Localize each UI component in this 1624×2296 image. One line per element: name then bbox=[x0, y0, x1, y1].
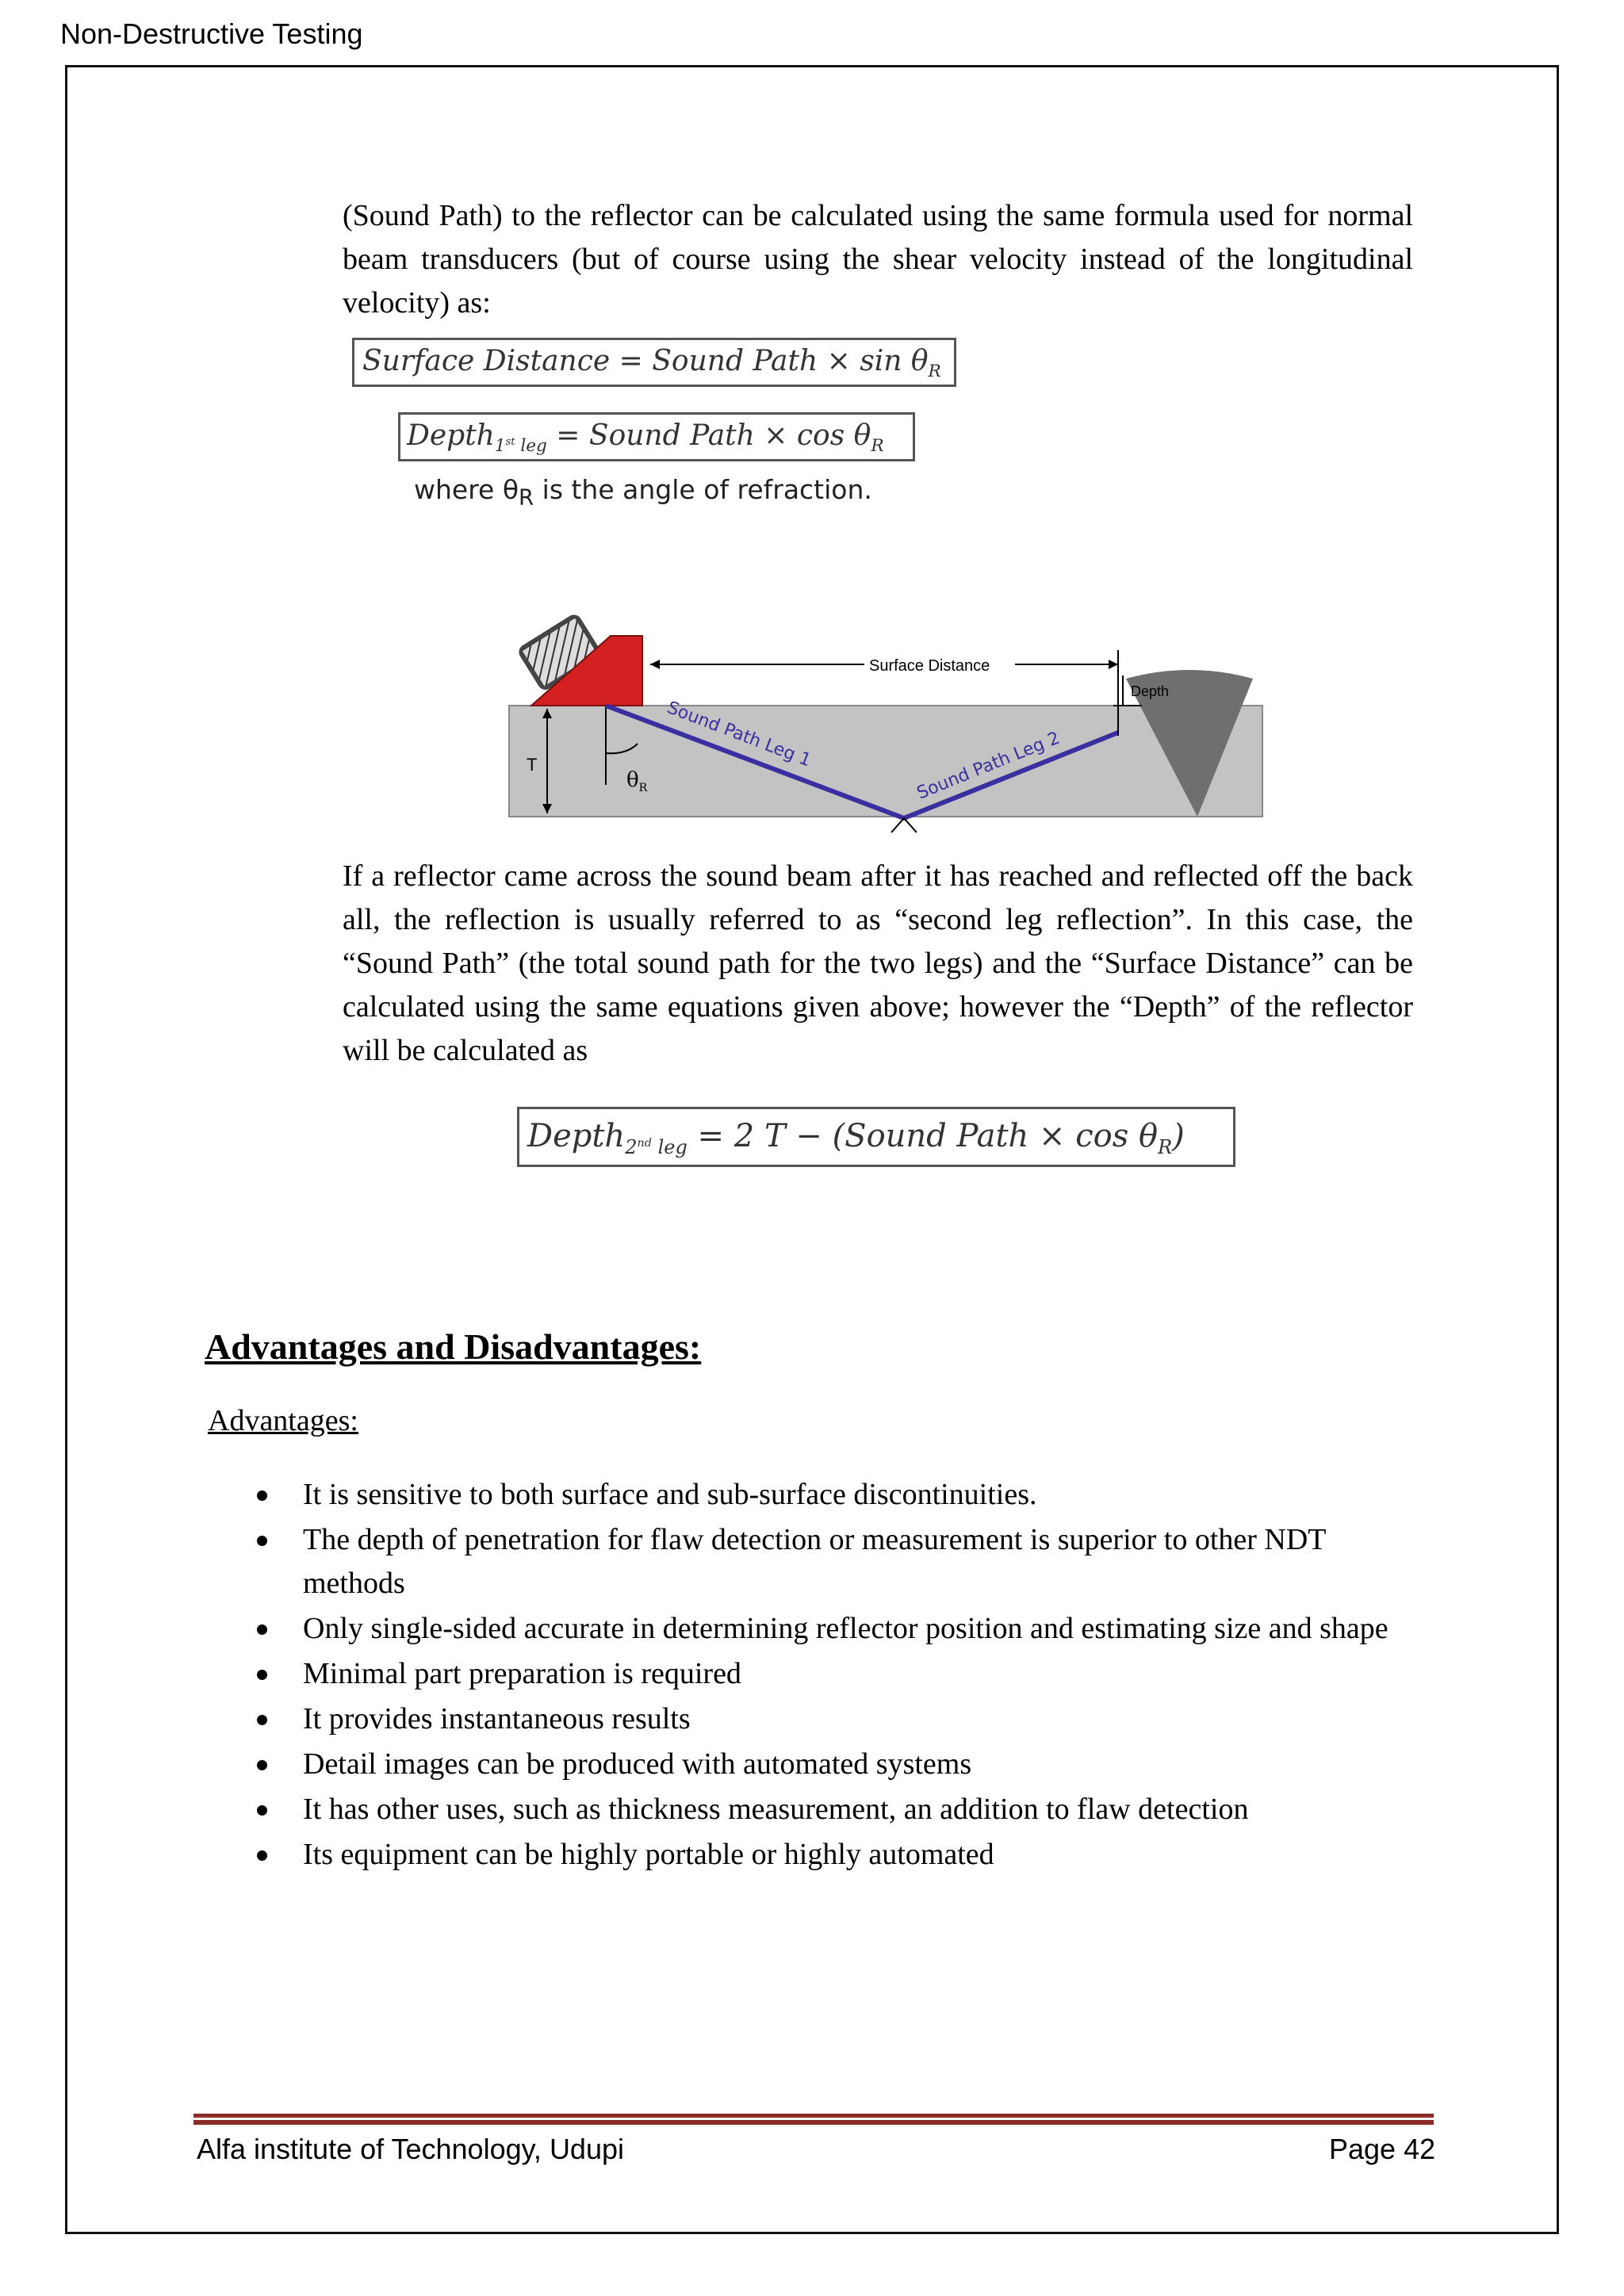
footer-institute: Alfa institute of Technology, Udupi bbox=[197, 2133, 624, 2165]
surface-distance-equation bbox=[352, 338, 956, 387]
eq2-sub-sup: st bbox=[505, 436, 515, 448]
advantages-list bbox=[254, 1473, 1419, 1878]
where-note-suffix: is the angle of refraction. bbox=[534, 474, 872, 505]
eq1-lhs: Surface Distance bbox=[362, 345, 611, 377]
running-header: Non-Destructive Testing bbox=[60, 17, 363, 50]
surface-distance-label: Surface Distance bbox=[869, 657, 990, 675]
list-item: The depth of penetration for flaw detection or measurement is superior to other NDT methods bbox=[254, 1518, 1419, 1605]
list-item: Its equipment can be highly portable or highly automated bbox=[254, 1833, 1419, 1877]
list-item: It provides instantaneous results bbox=[254, 1697, 1419, 1741]
eq2-subscript: R bbox=[871, 436, 884, 457]
depth-first-leg-equation bbox=[398, 412, 915, 461]
leg1-label: Sound Path Leg 1 bbox=[664, 698, 814, 771]
depth-label: Depth bbox=[1131, 683, 1170, 699]
eq2-sub-word: leg bbox=[515, 436, 547, 457]
second-leg-paragraph: If a reflector came across the sound beam after it has reached and reflected off the back all, the reflection is usually referred to as “second leg reflection”. In this case, the “Sound Path” (the total sound path for the two legs) and the “Surface Distance” can be calculated using the same equations given above; however the “Depth” of the reflector will be calculated as bbox=[343, 859, 1413, 1067]
leg2-label: Sound Path Leg 2 bbox=[914, 728, 1063, 804]
advantages-subheading-text: Advantages: bbox=[208, 1404, 358, 1437]
where-note-sub: R bbox=[519, 484, 534, 511]
intro-paragraph: (Sound Path) to the reflector can be calculated using the same formula used for normal beam transducers (but of course using the shear velocity instead of the longitudinal velocity) as: bbox=[343, 199, 1413, 320]
eq1-subscript: R bbox=[928, 362, 941, 382]
footer-page-number: Page 42 bbox=[1329, 2133, 1436, 2165]
eq1-rhs: = Sound Path × sin θ bbox=[619, 345, 929, 377]
eq3-subscript: R bbox=[1158, 1136, 1173, 1158]
eq3-rhs: = 2 T − (Sound Path × cos θ bbox=[687, 1118, 1159, 1154]
list-item: Detail images can be produced with automated systems bbox=[254, 1743, 1419, 1786]
thickness-label: T bbox=[527, 755, 538, 775]
angle-beam-diagram bbox=[508, 603, 1269, 856]
depth-second-leg-equation bbox=[517, 1107, 1235, 1167]
section-heading: Advantages and Disadvantages: bbox=[205, 1326, 702, 1367]
eq3-sub-num: 2 bbox=[625, 1136, 638, 1158]
eq3-sub-sup: nd bbox=[637, 1137, 652, 1150]
where-note bbox=[414, 474, 872, 511]
where-note-prefix: where θ bbox=[414, 474, 519, 505]
eq2-rhs: = Sound Path × cos θ bbox=[546, 419, 871, 452]
advantages-subheading bbox=[208, 1403, 358, 1438]
angle-label: $\theta_R$ bbox=[626, 768, 648, 794]
list-item: Minimal part preparation is required bbox=[254, 1652, 1419, 1696]
list-item: Only single-sided accurate in determining reflector position and estimating size and shape bbox=[254, 1607, 1419, 1651]
list-item: It has other uses, such as thickness measurement, an addition to flaw detection bbox=[254, 1788, 1419, 1831]
eq3-lhs: Depth bbox=[527, 1118, 626, 1154]
eq3-close: ) bbox=[1172, 1118, 1185, 1154]
footer-rule bbox=[193, 2114, 1434, 2125]
eq2-lhs: Depth bbox=[407, 419, 495, 452]
eq2-sub-num: 1 bbox=[494, 436, 506, 457]
eq3-sub-word: leg bbox=[651, 1136, 688, 1158]
list-item: It is sensitive to both surface and sub-surface discontinuities. bbox=[254, 1473, 1419, 1517]
